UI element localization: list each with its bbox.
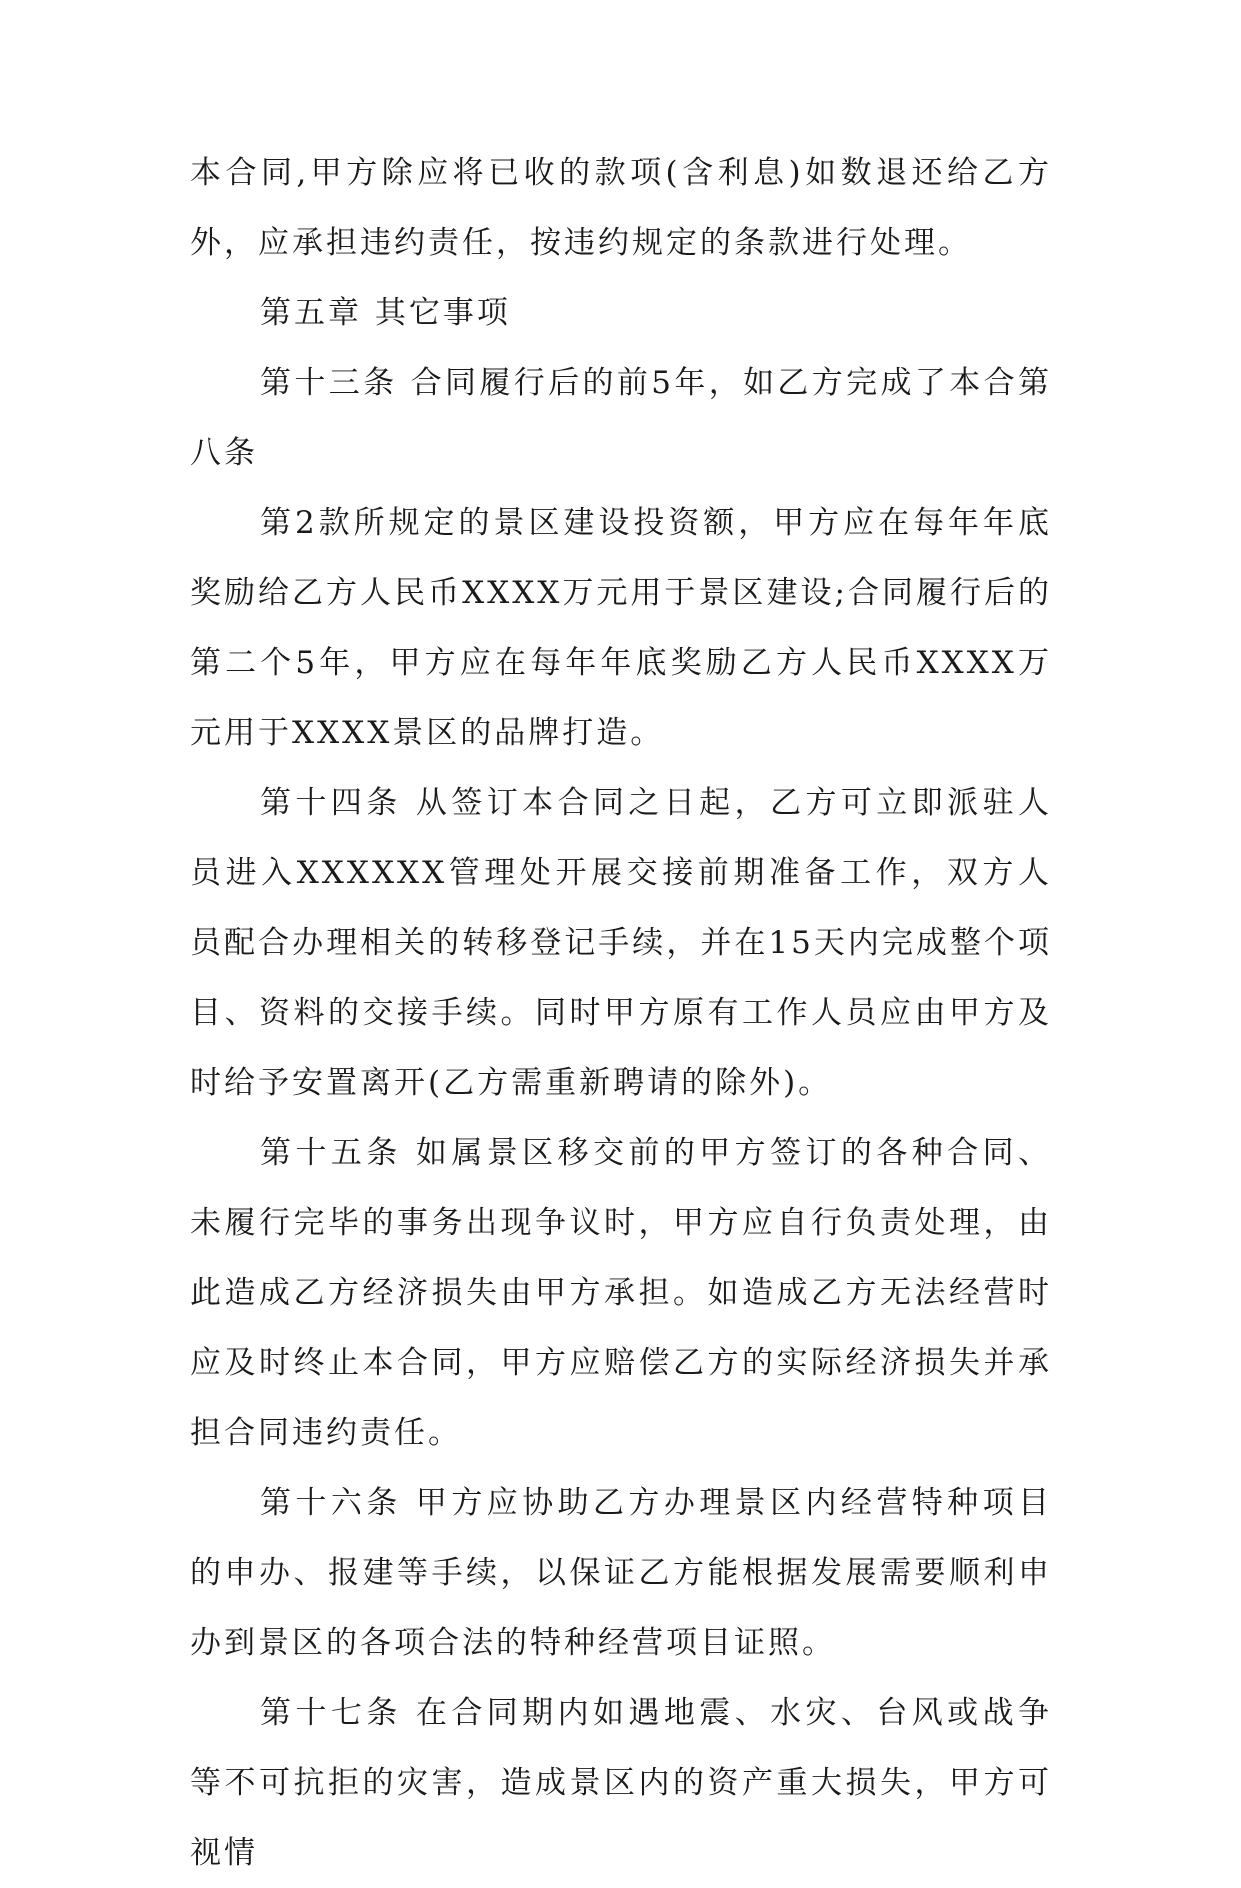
article-13: 第十三条 合同履行后的前5年，如乙方完成了本合第八条 [190,365,1052,471]
paragraph-continuation: 本合同,甲方除应将已收的款项(含利息)如数退还给乙方外，应承担违约责任，按违约规定的条款进行处理。 [190,155,1052,261]
article-17: 第十七条 在合同期内如遇地震、水灾、台风或战争等不可抗拒的灾害，造成景区内的资产重大损失，甲方可视情 [190,1695,1052,1871]
chapter-heading: 第五章 其它事项 [260,295,511,331]
article-14: 第十四条 从签订本合同之日起，乙方可立即派驻人员进入XXXXXX管理处开展交接前期准备工作，双方人员配合办理相关的转移登记手续，并在15天内完成整个项目、资料的交接手续。同时甲方原有工作人员应由甲方及时给予安置离开(乙方需重新聘请的除外)。 [190,785,1052,1101]
article-13-clause: 第2款所规定的景区建设投资额，甲方应在每年年底奖励给乙方人民币XXXX万元用于景区建设;合同履行后的第二个5年，甲方应在每年年底奖励乙方人民币XXXX万元用于XXXX景区的品牌打造。 [190,505,1052,751]
article-15: 第十五条 如属景区移交前的甲方签订的各种合同、未履行完毕的事务出现争议时，甲方应自行负责处理，由此造成乙方经济损失由甲方承担。如造成乙方无法经营时应及时终止本合同，甲方应赔偿乙方的实际经济损失并承担合同违约责任。 [190,1135,1052,1451]
document-page [190,138,1052,1888]
article-16: 第十六条 甲方应协助乙方办理景区内经营特种项目的申办、报建等手续，以保证乙方能根据发展需要顺利申办到景区的各项合法的特种经营项目证照。 [190,1485,1052,1661]
